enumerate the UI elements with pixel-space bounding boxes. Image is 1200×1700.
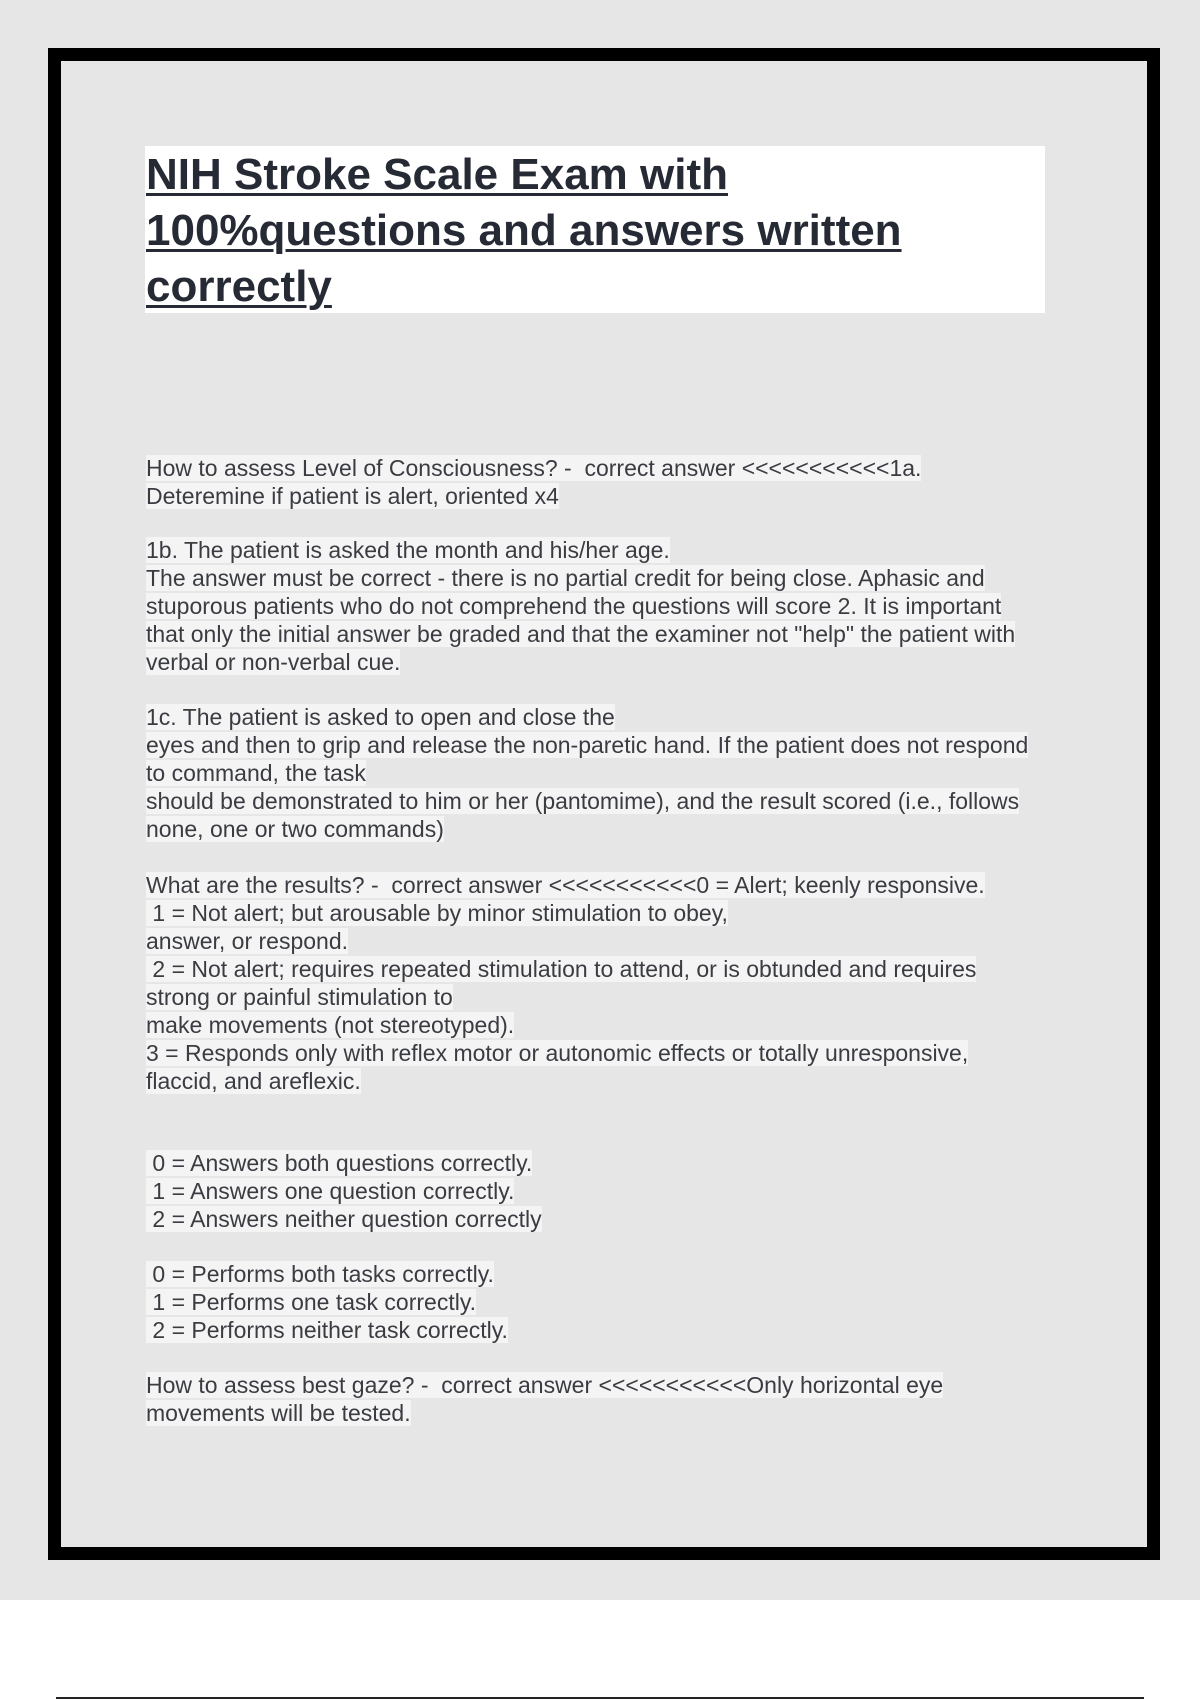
paragraph-line: What are the results? - correct answer <<<<<<<<<<<0 = Alert; keenly responsive.: [146, 872, 985, 898]
paragraph-line: 1c. The patient is asked to open and close the: [146, 704, 615, 730]
paragraph-line: 0 = Answers both questions correctly.: [146, 1150, 533, 1176]
paragraph-line: 1 = Not alert; but arousable by minor stimulation to obey,: [146, 900, 728, 926]
paragraph-line: 1b. The patient is asked the month and his/her age.: [146, 537, 670, 563]
paragraph-tasks: [146, 1260, 1086, 1344]
page-divider: [56, 1697, 1144, 1699]
paragraph-line: 1 = Performs one task correctly.: [146, 1289, 476, 1315]
paragraph-line: to command, the task: [146, 760, 366, 786]
paragraph-line: The answer must be correct - there is no partial credit for being close. Aphasic and: [146, 565, 985, 591]
paragraph-line: 1 = Answers one question correctly.: [146, 1178, 515, 1204]
paragraph-questions: [146, 1149, 1086, 1233]
paragraph-line: 0 = Performs both tasks correctly.: [146, 1261, 494, 1287]
paragraph-line: movements will be tested.: [146, 1400, 411, 1426]
paragraph-line: verbal or non-verbal cue.: [146, 649, 401, 675]
paragraph-line: Deteremine if patient is alert, oriented x4: [146, 483, 559, 509]
paragraph-line: How to assess best gaze? - correct answer <<<<<<<<<<<Only horizontal eye: [146, 1372, 944, 1398]
paragraph-line: make movements (not stereotyped).: [146, 1012, 515, 1038]
paragraph-line: answer, or respond.: [146, 928, 349, 954]
paragraph-1c: [146, 703, 1086, 843]
paragraph-1b: [146, 536, 1086, 676]
paragraph-line: flaccid, and areflexic.: [146, 1068, 361, 1094]
paragraph-loc: [146, 454, 1086, 510]
paragraph-line: none, one or two commands): [146, 816, 444, 842]
paragraph-line: that only the initial answer be graded and that the examiner not "help" the patient with: [146, 621, 1016, 647]
paragraph-line: eyes and then to grip and release the non-paretic hand. If the patient does not respond: [146, 732, 1029, 758]
paragraph-line: 2 = Not alert; requires repeated stimulation to attend, or is obtunded and requires: [146, 956, 977, 982]
paragraph-line: 2 = Answers neither question correctly: [146, 1206, 542, 1232]
document-title: NIH Stroke Scale Exam with 100%questions and answers written correctly: [146, 150, 902, 311]
paragraph-line: 3 = Responds only with reflex motor or autonomic effects or totally unresponsive,: [146, 1040, 969, 1066]
paragraph-line: 2 = Performs neither task correctly.: [146, 1317, 508, 1343]
paragraph-line: stuporous patients who do not comprehend the questions will score 2. It is important: [146, 593, 1002, 619]
paragraph-gaze: [146, 1371, 1086, 1427]
paragraph-line: should be demonstrated to him or her (pantomime), and the result scored (i.e., follows: [146, 788, 1020, 814]
paragraph-line: How to assess Level of Consciousness? - correct answer <<<<<<<<<<<1a.: [146, 455, 922, 481]
paragraph-line: strong or painful stimulation to: [146, 984, 453, 1010]
paragraph-results: [146, 871, 1086, 1095]
